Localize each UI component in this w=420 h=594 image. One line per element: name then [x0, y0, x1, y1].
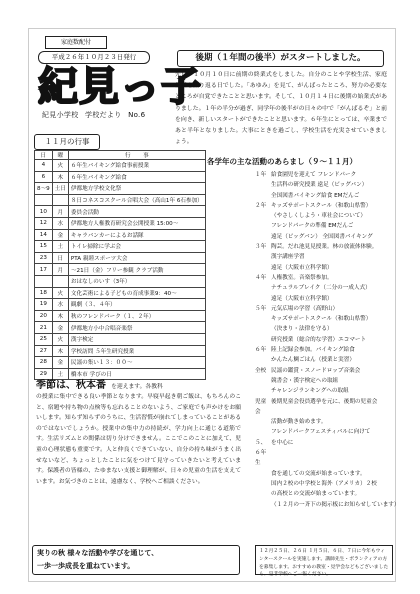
activity-text: 民謡の鑑賞・スノードロップ音楽会 — [271, 367, 361, 374]
issue-date: 平成２６年１０月２３日発行 — [38, 51, 150, 64]
activity-row — [255, 170, 395, 180]
event-row — [35, 206, 206, 218]
event-day — [35, 275, 53, 287]
activity-row — [255, 211, 395, 221]
activity-grade: ６年 — [255, 347, 267, 354]
event-text: ６年生バイキング給食事前授業 — [68, 160, 205, 172]
event-day: 28 — [35, 357, 53, 369]
activity-row — [255, 417, 395, 427]
activity-grade: ５年 — [255, 305, 267, 312]
activity-text: 生活科の研究授業 遠足（ビッグバン） — [271, 182, 368, 189]
event-row — [35, 287, 206, 299]
events-header-event-b: 事 — [143, 153, 149, 159]
activity-text: 給食園児を迎えて フレンドパーク — [271, 172, 357, 178]
activity-text: 食を通しての交流が始まっています。 — [271, 470, 366, 477]
activity-row — [255, 366, 395, 376]
event-text: ～21日（金）フリー参観 クラブ活動 — [68, 264, 205, 276]
activity-text: かんたん鯛ごはん（授業と実習） — [271, 357, 355, 364]
event-row — [35, 241, 206, 253]
event-day: 4 — [35, 160, 53, 172]
activity-grade: ３年 — [255, 244, 267, 251]
activity-text: （決まり・法律を守る） — [271, 326, 333, 333]
event-row — [35, 194, 206, 206]
activity-row — [255, 232, 395, 242]
event-day: 14 — [35, 229, 53, 241]
activity-grade: ２年 — [255, 202, 267, 209]
event-day: 12 — [35, 217, 53, 229]
activity-row — [255, 242, 395, 252]
activity-text: 国内２校の中学校と海外（アメリカ）２校 — [271, 480, 377, 487]
activity-grade: 児童会 — [255, 398, 267, 415]
activity-row — [255, 376, 395, 386]
event-text: ６年生バイキング給食 — [68, 171, 205, 183]
event-text: 観劇（３、４年） — [68, 299, 205, 311]
activity-row — [255, 469, 395, 479]
event-weekday: 土 — [52, 241, 68, 253]
event-weekday: 木 — [52, 310, 68, 322]
activity-grade — [255, 191, 271, 201]
event-day: 6 — [35, 171, 53, 183]
activity-text: チャレンジランキングへの取組 — [271, 388, 349, 395]
activity-row — [255, 324, 395, 334]
activity-row — [255, 252, 395, 262]
event-weekday: 金 — [52, 357, 68, 369]
event-text: 伊都地方人権教育研究会公開授業 15:00～ — [68, 217, 205, 229]
event-text: 伊都地方学校文化祭 — [68, 183, 205, 195]
events-header-day: 日 — [35, 151, 53, 160]
activity-grade: １年 — [255, 172, 267, 178]
activity-row — [255, 386, 395, 396]
event-day: 20 — [35, 310, 53, 322]
activity-grade — [255, 469, 271, 479]
footer-message — [32, 545, 240, 575]
activity-row — [255, 500, 400, 510]
events-title: １１月の行事 — [34, 134, 100, 150]
event-row — [35, 345, 206, 357]
activity-grade — [255, 335, 271, 345]
event-day: 17 — [35, 264, 53, 276]
activity-row — [255, 314, 395, 324]
activity-text: 遠足（大阪市立科学館） — [271, 264, 333, 271]
activity-text: （やさしくしよう・車社会について） — [271, 213, 366, 220]
event-row — [35, 171, 206, 183]
activity-text: 遠足（大阪市立科学館） — [271, 295, 333, 302]
event-weekday: 火 — [52, 160, 68, 172]
event-text: 伊都地方小中合唱音楽祭 — [68, 322, 205, 334]
distribution-tag: 家庭数配付 — [45, 36, 107, 49]
activity-text: 陸上記録会参加。バイキング給食 — [271, 347, 355, 354]
activity-grade — [255, 263, 271, 273]
activity-grade — [255, 386, 271, 396]
activity-text: 全国図書バイキング給食 EMだんご — [271, 192, 360, 199]
activity-text: 研究授業（総合的な学習）エコマート — [271, 336, 367, 343]
activity-row — [255, 294, 395, 304]
event-text: 委員会活動 — [68, 206, 205, 218]
event-weekday — [52, 275, 68, 287]
activity-row — [255, 191, 395, 201]
newsletter-name: 学校だより — [85, 111, 122, 119]
event-weekday: 木 — [52, 171, 68, 183]
event-text: キャラバンカーによるお話隊 — [68, 229, 205, 241]
event-row — [35, 183, 206, 195]
event-weekday: 月 — [52, 206, 68, 218]
activity-row — [255, 479, 395, 489]
event-row — [35, 310, 206, 322]
event-row — [35, 217, 206, 229]
activity-row — [255, 273, 395, 283]
events-header-event — [68, 151, 205, 160]
activities-title: 各学年の主な活動のあらまし（９～１１月） — [207, 157, 357, 166]
autumn-title: 季節は、秋本番 — [36, 380, 106, 391]
activity-text: 後期児童会役員選挙を元に、後期の児童会 — [271, 398, 378, 405]
autumn-heading — [36, 373, 186, 392]
event-weekday: 金 — [52, 322, 68, 334]
event-text: 漢字検定 — [68, 333, 205, 345]
activity-row — [255, 263, 395, 273]
newsletter-title: 紀見っ子 — [38, 64, 202, 110]
event-day: 27 — [35, 345, 53, 357]
events-table — [34, 150, 206, 380]
event-row — [35, 299, 206, 311]
event-weekday: 木 — [52, 345, 68, 357]
activity-text: ナチュラルブレイク（二分の一成人式） — [271, 285, 371, 292]
event-row — [35, 333, 206, 345]
event-weekday: 火 — [52, 333, 68, 345]
event-row — [35, 322, 206, 334]
intro-heading: 後期（１年間の後半）がスタートしました。 — [177, 50, 384, 67]
event-weekday: 火 — [52, 287, 68, 299]
activity-grade — [255, 294, 271, 304]
winter-school-notice: １２月２５日、２６日 １月５日、６日、７日に今年もウィンタースクールを実施します。講師先生・ボランティアの方を募集します。おすすめの教室・見学会などもございましたら、是非学校へご一報ください。 — [255, 545, 393, 575]
activity-text: の高校との交流が始まっています。 — [271, 491, 361, 498]
activity-row — [255, 345, 395, 355]
event-text: トイレ掃除に学ぶ会 — [68, 241, 205, 253]
activity-text: キッズサポートスクール（和歌山県警） — [271, 316, 372, 323]
event-row — [35, 160, 206, 172]
event-day: 18 — [35, 287, 53, 299]
autumn-text: の授業に集中できる良い季節となります。早寝早起き朝ご飯は、もちろんのこと、宿題や持ち物の点検等も忘れることのないよう、ご家庭でも声かけをお願いします。知らず知らずのうちに、生活習慣が崩れてしまっていることがあるのではないでしょうか。授業中の集中力の持続が、学力向上に通じる道筋です。生活リズムとの関係は切り分けできません。ここでこのことに加えて、児童の心理状態も重要です。人と仲良くできていない、自分の持ち味がうまく出せないなど、ちょっとしたことに気をつけて見守っていきたいと考えています。保護者の皆様の、たゆまない支援と御理解が、日々の児童の生活を支えています。お気づきのことは、遠慮なく、学校へご相談ください。 — [36, 394, 241, 485]
events-header-row — [35, 151, 206, 160]
event-text: 橋本市 学びの日 — [68, 368, 205, 380]
event-day: 23 — [35, 252, 53, 264]
activity-row — [255, 438, 395, 469]
event-weekday: 土 — [52, 368, 68, 380]
event-text: ８日コネスコスクール合唱大会（高山1年 6石参加） — [68, 194, 205, 206]
events-header-event-a: 行 — [125, 153, 131, 159]
activity-text: 人権教室。音楽祭参加。 — [271, 274, 333, 281]
event-text: 秋のフレンドパーク（１、２年） — [68, 310, 205, 322]
activity-grade — [255, 252, 271, 262]
activity-text: を中心に — [271, 439, 294, 446]
activity-grade — [255, 221, 271, 231]
activity-grade — [255, 376, 271, 386]
activity-grade — [255, 283, 271, 293]
activity-grade — [255, 324, 271, 334]
event-row — [35, 275, 206, 287]
event-weekday: 金 — [52, 229, 68, 241]
event-day: 29 — [35, 368, 53, 380]
activity-grade — [255, 314, 271, 324]
event-day: 15 — [35, 241, 53, 253]
events-header-weekday: 曜 — [52, 151, 68, 160]
event-row — [35, 229, 206, 241]
event-row — [35, 357, 206, 369]
activity-grade — [255, 355, 271, 365]
event-weekday: 水 — [52, 217, 68, 229]
autumn-title-tail: を迎えます。各教科 — [111, 384, 163, 390]
activity-row — [255, 489, 395, 499]
activity-grade — [255, 500, 271, 510]
event-day: 8～9 — [35, 183, 53, 195]
activity-text: フレンドパークフェスティバルに向けて — [271, 429, 371, 436]
activity-grade: 全校 — [255, 367, 267, 374]
event-day: 25 — [35, 333, 53, 345]
event-row — [35, 252, 206, 264]
activity-grade: ５、６年生 — [255, 439, 267, 467]
activity-row — [255, 304, 395, 314]
footer-line-2: 一歩一歩成長を重ねています。 — [37, 562, 135, 570]
activity-row — [255, 355, 395, 365]
activity-text: 遠足（ビッグバン） 全国図書バイキング — [271, 233, 373, 240]
event-day: 21 — [35, 322, 53, 334]
activity-grade — [255, 417, 271, 427]
school-subtitle — [42, 110, 162, 120]
activity-row — [255, 397, 395, 418]
activity-text: 陶芸。だれ池見見授業。林の放流体体験。 — [271, 244, 378, 251]
event-weekday — [52, 194, 68, 206]
activity-row — [255, 427, 395, 437]
event-weekday: 土日 — [52, 183, 68, 195]
event-weekday: 月 — [52, 264, 68, 276]
event-day: 10 — [35, 206, 53, 218]
event-text: 学校訪問 ５年生研究授業 — [68, 345, 205, 357]
newsletter-logo — [34, 60, 202, 110]
activity-text: 漢字講座学習 — [271, 254, 305, 261]
activity-text: 活動が動き始めます。 — [271, 419, 327, 426]
event-row — [35, 264, 206, 276]
event-text: おはなしのいす（3年） — [68, 275, 205, 287]
event-weekday: 水 — [52, 299, 68, 311]
activity-text: 元気広場の学習（高野山） — [271, 305, 339, 312]
footer-line-1: 実りの秋 様々な活動や学びを通じて、 — [37, 549, 159, 557]
activity-grade — [255, 232, 271, 242]
event-text: 文化芸術による子どもの育成事業9：40～ — [68, 287, 205, 299]
activity-text: フレンドパークの準備 EMだんご — [271, 223, 354, 230]
school-name: 紀見小学校 — [42, 111, 79, 119]
issue-number: No.6 — [128, 111, 146, 119]
event-weekday: 日 — [52, 252, 68, 264]
activity-text: 競書会・漢字検定への取組 — [271, 377, 339, 384]
intro-text: 先日、１０月１０日に前期の終業式をしました。自分のことや学校生活、家庭生活を振り返る日でした。「あゆみ」を見て、がんばったところ、努力の必要なところが自覚できたことと思います。そして、１０月１４日に後期の始業式がありました。１年の半分が過ぎ、同学年の後半がの日々の中で「がんばるぞ」と前を向き、新しいスタートができたことと思います。６年生にとっては、卒業まであと半年となりました。大事にときを過ごし、学校生活を充実させていきましょう。 — [175, 72, 387, 146]
event-text: PTA 親睦スポーツ大会 — [68, 252, 205, 264]
activity-row — [255, 335, 395, 345]
event-day: 19 — [35, 299, 53, 311]
activity-grade — [255, 211, 271, 221]
activity-row — [255, 180, 395, 190]
activity-row — [255, 283, 395, 293]
activity-text: キッズサポートスクール（和歌山県警） — [271, 202, 372, 209]
activity-grade — [255, 479, 271, 489]
event-text: 民謡の集い１３：００～ — [68, 357, 205, 369]
activity-grade — [255, 427, 271, 437]
event-day — [35, 194, 53, 206]
activity-grade — [255, 489, 271, 499]
activity-grade — [255, 180, 271, 190]
activity-grade: ４年 — [255, 274, 267, 281]
activity-row — [255, 201, 395, 211]
activity-row — [255, 221, 395, 231]
activities-list — [255, 170, 400, 510]
activity-text: （１２月の一斉下の掲示板にお知らせしています） — [271, 501, 400, 508]
